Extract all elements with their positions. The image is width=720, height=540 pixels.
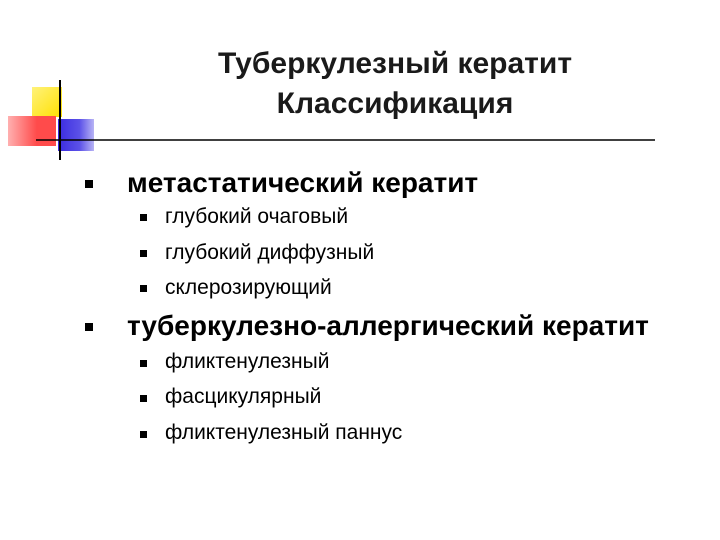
- bullet-icon: [85, 180, 93, 188]
- list-item: фликтенулезный паннус: [165, 421, 403, 444]
- bullet-icon: [140, 360, 147, 367]
- section-heading: туберкулезно-аллергический кератит: [127, 310, 649, 341]
- bullet-icon: [140, 395, 147, 402]
- bullet-icon: [140, 431, 147, 438]
- blue-square: [58, 119, 94, 151]
- list-item: фасцикулярный: [165, 385, 322, 408]
- list-item: глубокий диффузный: [165, 241, 375, 264]
- yellow-square: [32, 87, 62, 117]
- section-heading: метастатический кератит: [127, 167, 479, 198]
- title-line-2: Классификация: [276, 87, 514, 120]
- bullet-icon: [140, 250, 147, 257]
- red-square: [8, 116, 56, 146]
- bullet-icon: [140, 214, 147, 221]
- list-item: склерозирующий: [165, 276, 332, 299]
- bullet-icon: [85, 323, 93, 331]
- slide-title: [150, 44, 640, 124]
- bullet-icon: [140, 285, 147, 292]
- list-item: фликтенулезный: [165, 350, 330, 373]
- title-line-1: Туберкулезный кератит: [217, 47, 573, 80]
- list-item: глубокий очаговый: [165, 205, 349, 228]
